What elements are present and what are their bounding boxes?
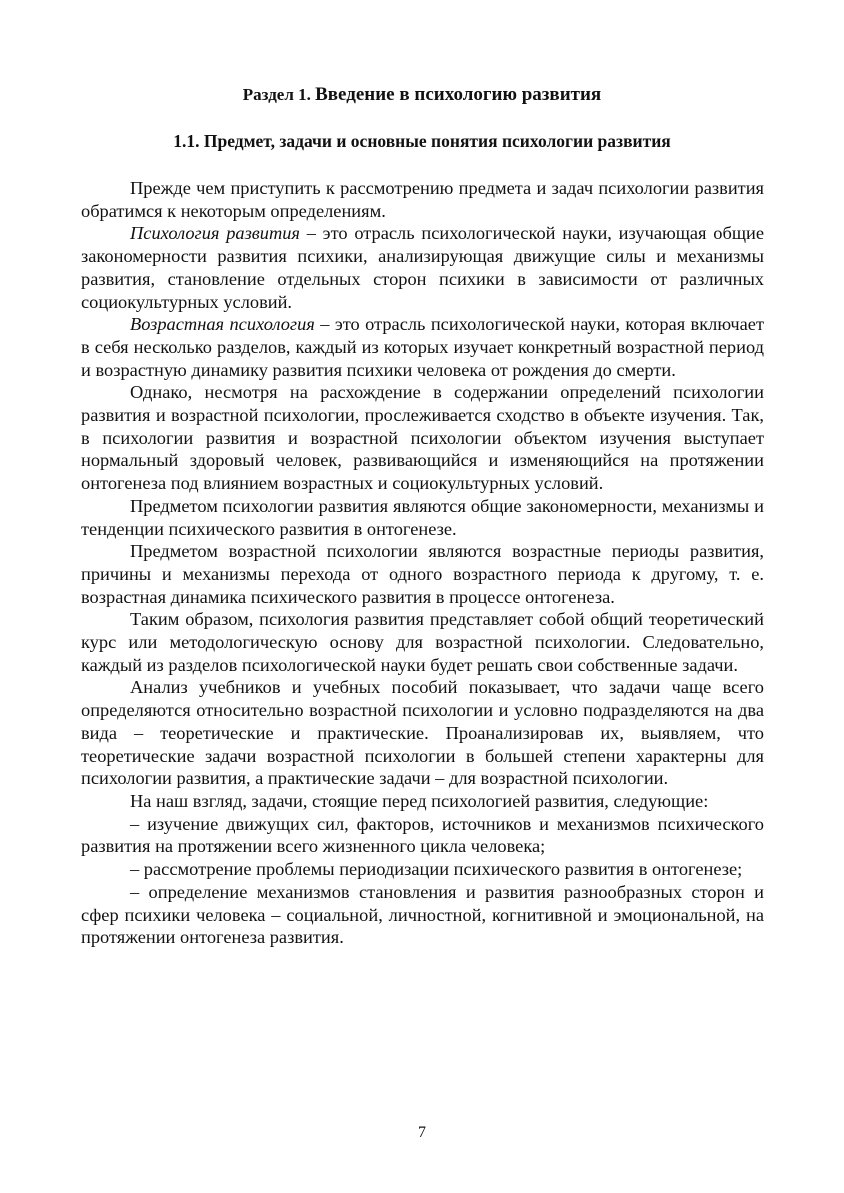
paragraph-intro: Прежде чем приступить к рассмотрению предмета и задач психологии развития обратимся к некоторым определениям.	[81, 178, 764, 221]
section-prefix: Раздел 1.	[242, 85, 316, 104]
subsection-title: 1.1. Предмет, задачи и основные понятия психологии развития	[173, 131, 671, 151]
term-age-psychology: Возрастная психология	[130, 314, 315, 335]
paragraph-tasks-intro: На наш взгляд, задачи, стоящие перед психологией развития, следующие:	[130, 790, 709, 811]
section-title-text: Введение в психологию развития	[315, 84, 602, 105]
list-item-task-2: – рассмотрение проблемы периодизации психического развития в онтогенезе;	[130, 859, 743, 880]
paragraph-analysis: Анализ учебников и учебных пособий показывает, что задачи чаще всего определяются относительно возрастной психологии и условно подразделяются на два вида – теоретические и практические. Проанализировав их, выявляем, что теоретические задачи возрастной психологии в большей степени характерны для психологии развития, а практические задачи – для возрастной психологии.	[81, 677, 764, 789]
definition-developmental-psychology: – это отрасль психологической науки, изучающая общие закономерности развития психики, анализирующая движущие силы и механизмы развития, становление отдельных сторон психики в зависимости от различных социокультурных условий.	[81, 223, 764, 312]
section-title	[0, 83, 844, 107]
list-item-task-1: – изучение движущих сил, факторов, источников и механизмов психического развития на протяжении всего жизненного цикла человека;	[81, 813, 764, 857]
list-item-task-3: – определение механизмов становления и развития разнообразных сторон и сфер психики человека – социальной, личностной, когнитивной и эмоциональной, на протяжении онтогенеза развития.	[81, 881, 764, 948]
paragraph-subject-development: Предметом психологии развития являются общие закономерности, механизмы и тенденции психического развития в онтогенезе.	[81, 495, 764, 539]
paragraph-subject-age: Предметом возрастной психологии являются возрастные периоды развития, причины и механизмы перехода от одного возрастного периода к другому, т. е. возрастная динамика психического развития в процессе онтогенеза.	[81, 541, 764, 607]
paragraph-conclusion: Таким образом, психология развития представляет собой общий теоретический курс или методологическую основу для возрастной психологии. Следовательно, каждый из разделов психологической науки будет решать свои собственные задачи.	[81, 609, 764, 675]
page-number: 7	[418, 1124, 426, 1141]
body-text	[81, 177, 764, 949]
paragraph-definition-age	[81, 313, 764, 381]
term-developmental-psychology: Психология развития	[130, 223, 300, 244]
definition-age-psychology: – это отрасль психологической науки, которая включает в себя несколько разделов, каждый из которых изучает конкретный возрастной период и возрастную динамику развития психики человека от рождения до смерти.	[81, 314, 765, 380]
paragraph-definition-development	[81, 222, 764, 313]
paragraph-object: Однако, несмотря на расхождение в содержании определений психологии развития и возрастной психологии, прослеживается сходство в объекте изучения. Так, в психологии развития и возрастной психологии объектом изучения выступает нормальный здоровый человек, развивающийся и изменяющийся на протяжении онтогенеза под влиянием возрастных и социокультурных условий.	[81, 382, 764, 494]
